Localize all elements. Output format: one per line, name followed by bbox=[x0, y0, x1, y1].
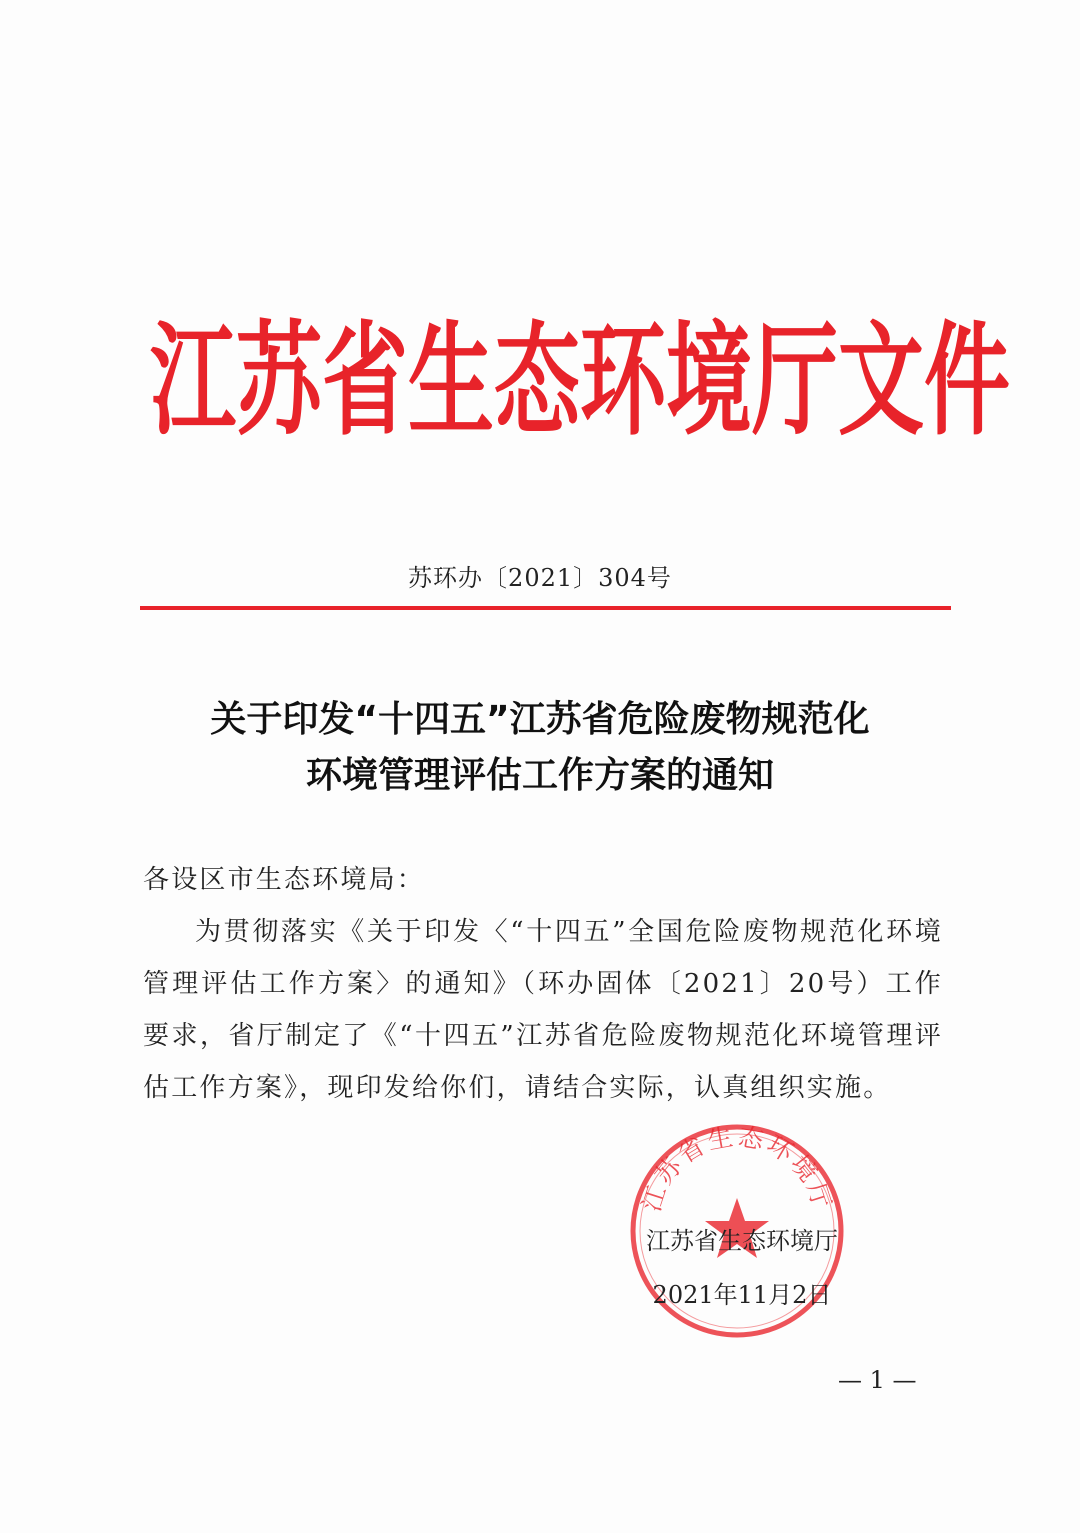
page-number: — 1 — bbox=[838, 1366, 917, 1394]
document-title bbox=[0, 692, 1080, 804]
issue-date: 2021年11月2日 bbox=[652, 1281, 832, 1309]
masthead-char: 环 bbox=[580, 311, 666, 453]
masthead-char: 厅 bbox=[752, 311, 838, 453]
seal-text: 江苏省生态环境厅 bbox=[636, 1121, 838, 1215]
masthead-char: 境 bbox=[666, 311, 752, 453]
signature-block bbox=[622, 1214, 862, 1322]
masthead-char: 态 bbox=[494, 311, 580, 453]
document-number: 苏环办〔2021〕304号 bbox=[408, 564, 672, 592]
title-line-2: 环境管理评估工作方案的通知 bbox=[305, 755, 774, 796]
document-body bbox=[143, 854, 943, 1114]
body-paragraph: 为贯彻落实《关于印发〈“十四五”全国危险废物规范化环境管理评估工作方案〉的通知》（环办固体〔2021〕20号）工作要求，省厅制定了《“十四五”江苏省危险废物规范化环境管理评估工作方案》，现印发给你们，请结合实际，认真组织实施。 bbox=[143, 917, 943, 1103]
masthead-char: 省 bbox=[322, 311, 408, 453]
masthead-title bbox=[150, 311, 1010, 453]
masthead-char: 文 bbox=[838, 311, 924, 453]
masthead-char: 件 bbox=[924, 311, 1010, 453]
masthead-char: 生 bbox=[408, 311, 494, 453]
salutation: 各设区市生态环境局： bbox=[143, 865, 426, 895]
masthead-char: 江 bbox=[150, 311, 236, 453]
red-divider bbox=[140, 606, 951, 610]
title-line-1: 关于印发“十四五”江苏省危险废物规范化 bbox=[210, 699, 870, 740]
issuer-name: 江苏省生态环境厅 bbox=[646, 1227, 838, 1255]
masthead-char: 苏 bbox=[236, 311, 322, 453]
